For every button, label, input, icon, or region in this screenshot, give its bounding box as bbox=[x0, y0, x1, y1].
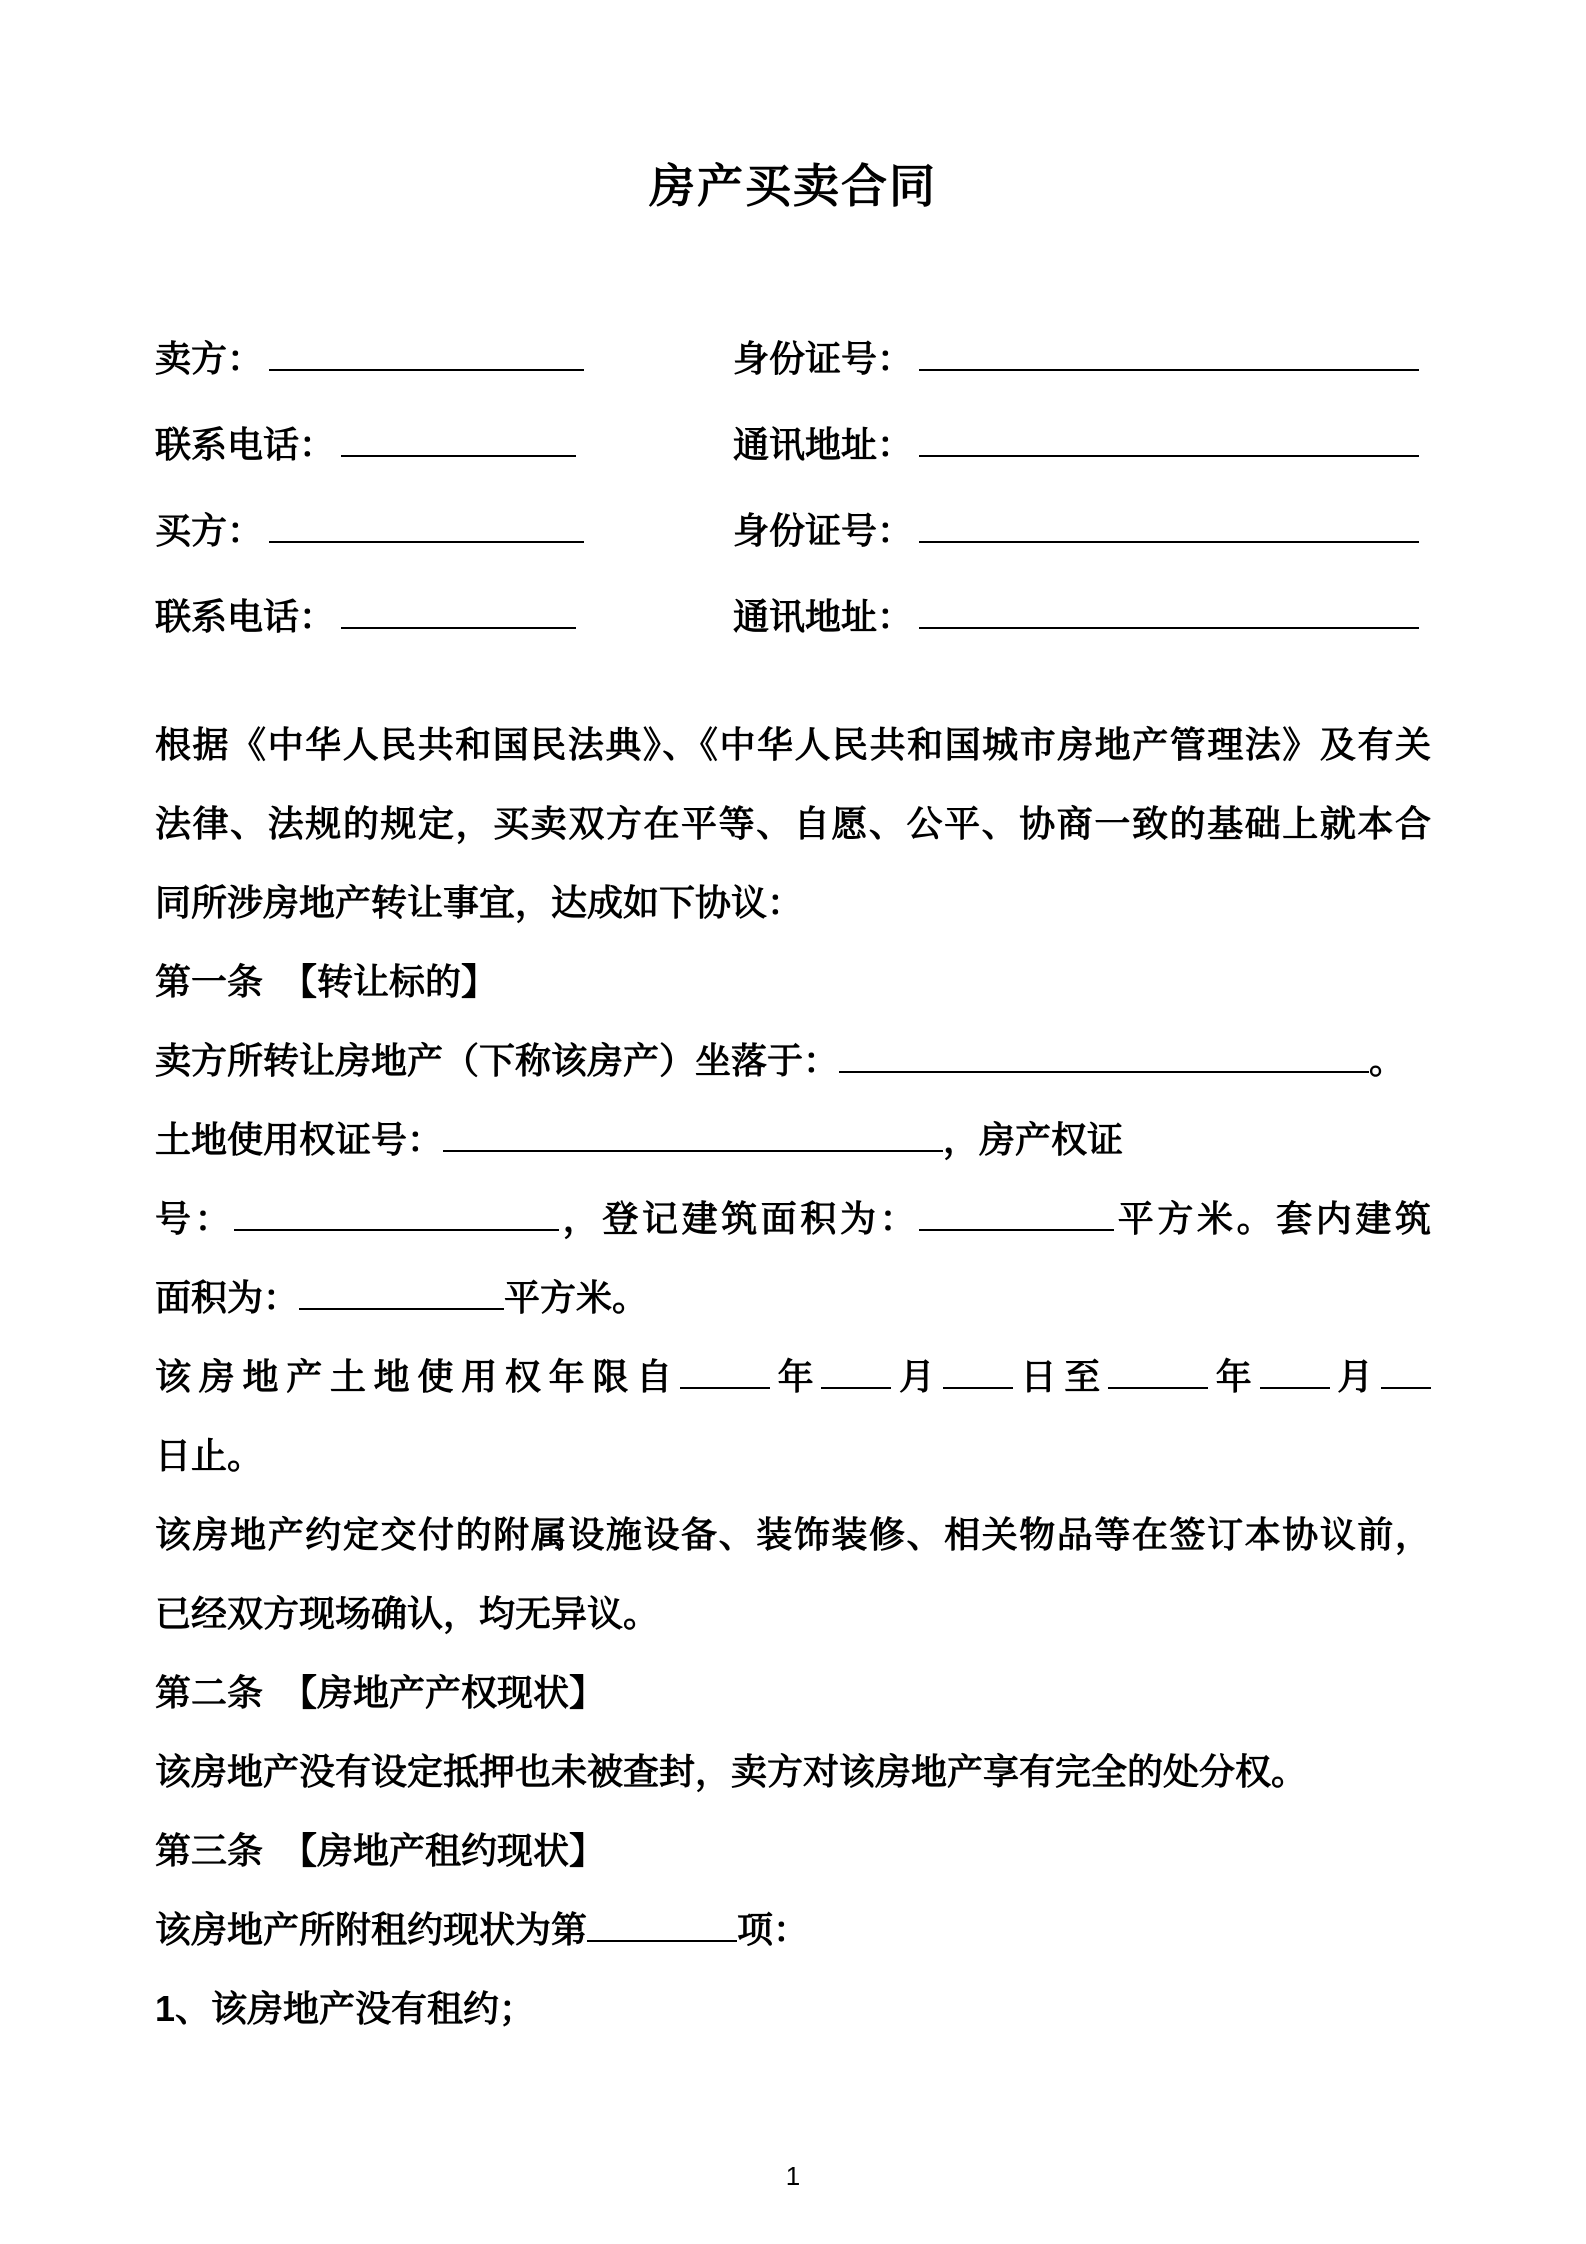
form-cell bbox=[155, 574, 733, 660]
seller-address-label: 通讯地址： bbox=[733, 424, 914, 465]
body-line bbox=[155, 1021, 1431, 1100]
blank-field[interactable] bbox=[1381, 1353, 1431, 1389]
seller-phone-field[interactable] bbox=[341, 421, 576, 457]
text-segment: 第三条 【房地产租约现状】 bbox=[155, 1830, 606, 1871]
buyer-name-field[interactable] bbox=[269, 507, 584, 543]
document-body bbox=[155, 705, 1431, 2048]
blank-field[interactable] bbox=[680, 1353, 770, 1389]
party-info-form bbox=[155, 316, 1431, 660]
seller-name-field[interactable] bbox=[269, 335, 584, 371]
section-heading bbox=[155, 942, 1431, 1021]
form-cell bbox=[155, 316, 733, 402]
form-cell bbox=[733, 488, 1431, 574]
body-line bbox=[155, 784, 1431, 863]
text-segment: 法律、法规的规定，买卖双方在平等、自愿、公平、协商一致的基础上就本合 bbox=[155, 803, 1431, 844]
buyer-id-number-field[interactable] bbox=[919, 507, 1419, 543]
text-segment: 号： bbox=[155, 1198, 235, 1239]
body-line bbox=[155, 1416, 1431, 1495]
buyer-label: 买方： bbox=[155, 510, 264, 551]
text-segment: 该房地产所附租约现状为第 bbox=[155, 1909, 588, 1950]
buyer-address-field[interactable] bbox=[919, 593, 1419, 629]
text-segment: 1、该房地产没有租约； bbox=[155, 1988, 536, 2029]
seller-address-field[interactable] bbox=[919, 421, 1419, 457]
document-content bbox=[155, 0, 1431, 2048]
text-segment: 年 bbox=[769, 1356, 822, 1397]
text-segment: 第二条 【房地产产权现状】 bbox=[155, 1672, 606, 1713]
text-segment: ，房产权证 bbox=[943, 1119, 1124, 1160]
text-segment: 平方米。套内建筑 bbox=[1114, 1198, 1431, 1239]
blank-field[interactable] bbox=[839, 1037, 1369, 1073]
form-row bbox=[155, 488, 1431, 574]
buyer-id-label: 身份证号： bbox=[733, 510, 914, 551]
text-segment: 根据《中华人民共和国民法典》、《中华人民共和国城市房地产管理法》及有关 bbox=[155, 724, 1431, 765]
text-segment: 年 bbox=[1208, 1356, 1260, 1397]
blank-field[interactable] bbox=[587, 1906, 737, 1942]
blank-field[interactable] bbox=[821, 1353, 891, 1389]
text-segment: 同所涉房地产转让事宜，达成如下协议： bbox=[155, 882, 804, 923]
blank-field[interactable] bbox=[919, 1195, 1114, 1231]
body-line bbox=[155, 863, 1431, 942]
text-segment: 日止。 bbox=[155, 1435, 264, 1476]
form-cell bbox=[155, 402, 733, 488]
form-cell bbox=[733, 402, 1431, 488]
body-line bbox=[155, 1890, 1431, 1969]
text-segment: 第一条 【转让标的】 bbox=[155, 961, 498, 1002]
text-segment: 土地使用权证号： bbox=[155, 1119, 444, 1160]
form-cell bbox=[733, 574, 1431, 660]
section-heading bbox=[155, 1811, 1431, 1890]
buyer-phone-label: 联系电话： bbox=[155, 596, 336, 637]
blank-field[interactable] bbox=[234, 1195, 559, 1231]
seller-id-number-field[interactable] bbox=[919, 335, 1419, 371]
text-segment: 月 bbox=[891, 1356, 943, 1397]
section-heading bbox=[155, 1653, 1431, 1732]
body-line bbox=[155, 1179, 1431, 1258]
seller-id-label: 身份证号： bbox=[733, 338, 914, 379]
form-row bbox=[155, 574, 1431, 660]
blank-field[interactable] bbox=[943, 1353, 1013, 1389]
form-cell bbox=[733, 316, 1431, 402]
form-row bbox=[155, 316, 1431, 402]
text-segment: 月 bbox=[1329, 1356, 1381, 1397]
body-line bbox=[155, 1258, 1431, 1337]
buyer-phone-field[interactable] bbox=[341, 593, 576, 629]
document-title: 房产买卖合同 bbox=[649, 160, 937, 212]
text-segment: 项： bbox=[737, 1909, 810, 1950]
page-number: 1 bbox=[785, 2161, 801, 2191]
buyer-address-label: 通讯地址： bbox=[733, 596, 914, 637]
seller-label: 卖方： bbox=[155, 338, 264, 379]
text-segment: 平方米。 bbox=[504, 1277, 649, 1318]
text-segment: 日至 bbox=[1012, 1356, 1109, 1397]
form-row bbox=[155, 402, 1431, 488]
body-line bbox=[155, 1732, 1431, 1811]
text-segment: 。 bbox=[1369, 1040, 1406, 1081]
text-segment: 面积为： bbox=[155, 1277, 300, 1318]
text-segment: 该房地产约定交付的附属设施设备、装饰装修、相关物品等在签订本协议前， bbox=[155, 1514, 1431, 1555]
text-segment: 卖方所转让房地产（下称该房产）坐落于： bbox=[155, 1040, 840, 1081]
body-line bbox=[155, 1574, 1431, 1653]
seller-phone-label: 联系电话： bbox=[155, 424, 336, 465]
text-segment: 该房地产土地使用权年限自 bbox=[155, 1356, 680, 1397]
body-line bbox=[155, 1100, 1431, 1179]
body-line bbox=[155, 1495, 1431, 1574]
text-segment: ，登记建筑面积为： bbox=[559, 1198, 920, 1239]
body-line bbox=[155, 1337, 1431, 1416]
blank-field[interactable] bbox=[443, 1116, 943, 1152]
blank-field[interactable] bbox=[299, 1274, 504, 1310]
blank-field[interactable] bbox=[1108, 1353, 1208, 1389]
text-segment: 该房地产没有设定抵押也未被查封，卖方对该房地产享有完全的处分权。 bbox=[155, 1751, 1308, 1792]
body-line bbox=[155, 705, 1431, 784]
blank-field[interactable] bbox=[1260, 1353, 1330, 1389]
text-segment: 已经双方现场确认，均无异议。 bbox=[155, 1593, 660, 1634]
body-line bbox=[155, 1969, 1431, 2048]
form-cell bbox=[155, 488, 733, 574]
